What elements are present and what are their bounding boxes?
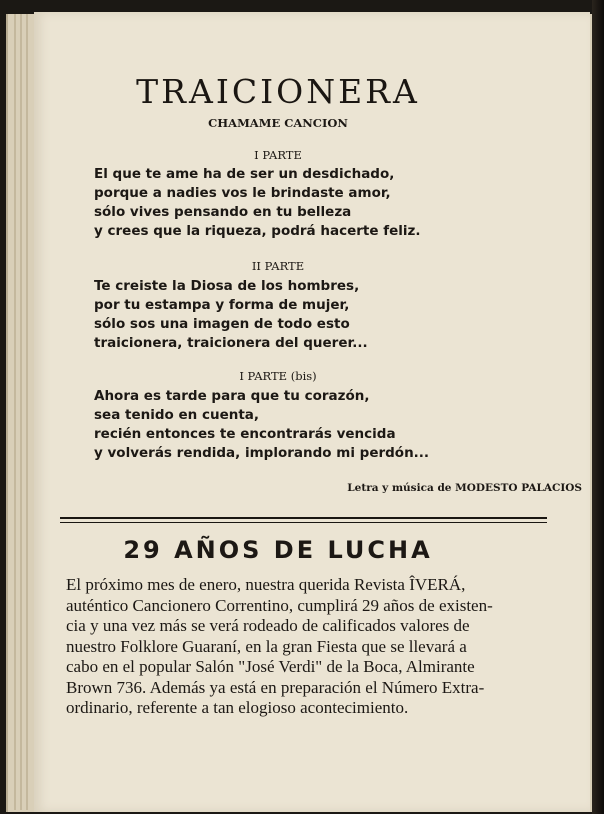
verse [94, 165, 420, 241]
verse-line: sólo vives pensando en tu belleza [94, 204, 352, 220]
verse-line: por tu estampa y forma de mujer, [94, 297, 350, 313]
divider [60, 517, 547, 519]
page-edge [14, 14, 16, 810]
page-gutter [592, 0, 604, 814]
divider [60, 522, 547, 523]
verse-line: y crees que la riqueza, podrá hacerte feliz. [94, 223, 421, 239]
article-line: cia y una vez más se verá rodeado de calificados valores de [66, 616, 470, 635]
verse [94, 387, 429, 463]
page-edge [20, 14, 22, 810]
verse-line: sea tenido en cuenta, [94, 407, 260, 423]
article-line: auténtico Cancionero Correntino, cumplirá 29 años de existen- [66, 595, 493, 615]
verse-line: Te creiste la Diosa de los hombres, [94, 278, 360, 294]
page-edge [26, 14, 28, 810]
song-title: TRAICIONERA [136, 72, 420, 111]
article-body [66, 575, 550, 719]
article-line: nuestro Folklore Guaraní, en la gran Fiesta que se llevará a [66, 636, 467, 656]
verse-line: traicionera, traicionera del querer... [94, 335, 368, 351]
part-label: I PARTE (bis) [239, 369, 317, 383]
part-label: I PARTE [254, 148, 302, 162]
article-heading: 29 AÑOS DE LUCHA [123, 536, 433, 564]
article-line: Brown 736. Además ya está en preparación el Número Extra- [66, 677, 485, 697]
article-line: cabo en el popular Salón "José Verdi" de la Boca, Almirante [66, 657, 475, 676]
verse-line: Ahora es tarde para que tu corazón, [94, 388, 370, 404]
verse-line: y volverás rendida, implorando mi perdón... [94, 445, 430, 461]
article-line: El próximo mes de enero, nuestra querida Revista ÎVERÁ, [66, 575, 466, 594]
verse-line: recién entonces te encontrarás vencida [94, 426, 396, 442]
verse-line: porque a nadies vos le brindaste amor, [94, 185, 391, 201]
verse [94, 277, 368, 353]
article-line: ordinario, referente a tan elogioso acontecimiento. [66, 698, 409, 717]
part-label: II PARTE [251, 259, 305, 273]
verse-line: sólo sos una imagen de todo esto [94, 316, 350, 332]
page [34, 12, 590, 812]
song-credit: Letra y música de MODESTO PALACIOS [347, 482, 582, 494]
song-subtitle: CHAMAME CANCION [208, 116, 348, 130]
verse-line: El que te ame ha de ser un desdichado, [94, 166, 395, 182]
